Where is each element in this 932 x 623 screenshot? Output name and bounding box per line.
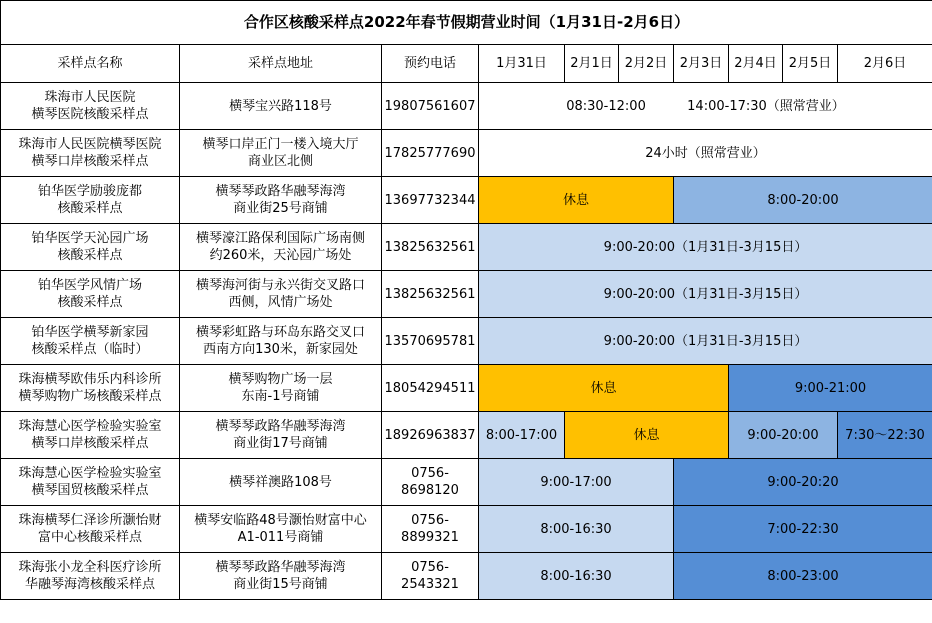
site-address: 横琴彩虹路与环岛东路交叉口 西南方向130米，新家园处 [180,318,382,365]
site-phone: 13825632561 [382,224,479,271]
site-name: 珠海横琴仁泽诊所灏怡财 富中心核酸采样点 [1,506,180,553]
site-address: 横琴琴政路华融琴海湾 商业街15号商铺 [180,553,382,600]
schedule-segment: 9:00-20:20 [674,459,932,506]
schedule-segment: 9:00-20:00（1月31日-3月15日） [479,318,932,365]
site-address: 横琴宝兴路118号 [180,83,382,130]
table-row [1,177,932,224]
site-phone: 18926963837 [382,412,479,459]
page-title: 合作区核酸采样点2022年春节假期营业时间（1月31日-2月6日） [1,1,932,45]
header-day: 2月1日 [565,45,619,83]
schedule-segment: 8:00-23:00 [674,553,932,600]
site-phone: 0756- 8698120 [382,459,479,506]
schedule-segment: 8:00-20:00 [674,177,932,224]
site-address: 横琴祥澳路108号 [180,459,382,506]
site-address: 横琴琴政路华融琴海湾 商业街25号商铺 [180,177,382,224]
table-row [1,318,932,365]
header-day: 1月31日 [479,45,565,83]
schedule-segment: 7:00-22:30 [674,506,932,553]
schedule-segment: 9:00-20:00 [729,412,838,459]
site-phone: 13697732344 [382,177,479,224]
header-day: 2月2日 [619,45,674,83]
site-phone: 0756- 8899321 [382,506,479,553]
schedule-cell: 08:30-12:00 14:00-17:30（照常营业） [479,83,932,130]
site-phone: 19807561607 [382,83,479,130]
site-address: 横琴濠江路保利国际广场南侧 约260米，天沁园广场处 [180,224,382,271]
schedule-segment: 9:00-20:00（1月31日-3月15日） [479,224,932,271]
site-name: 珠海市人民医院横琴医院 横琴口岸核酸采样点 [1,130,180,177]
table-row [1,83,932,130]
site-name: 铂华医学励骏庞都 核酸采样点 [1,177,180,224]
site-address: 横琴海河街与永兴街交叉路口 西侧，风情广场处 [180,271,382,318]
schedule-segment: 7:30～22:30 [838,412,932,459]
schedule-segment: 8:00-16:30 [479,506,674,553]
header-day: 2月6日 [838,45,932,83]
site-address: 横琴安临路48号灏怡财富中心 A1-011号商铺 [180,506,382,553]
table-row [1,365,932,412]
schedule-segment-rest: 休息 [479,365,729,412]
site-name: 珠海慧心医学检验实验室 横琴国贸核酸采样点 [1,459,180,506]
header-phone: 预约电话 [382,45,479,83]
header-day: 2月4日 [729,45,783,83]
schedule-segment: 9:00-17:00 [479,459,674,506]
header-day: 2月5日 [783,45,838,83]
site-name: 珠海横琴欧伟乐内科诊所 横琴购物广场核酸采样点 [1,365,180,412]
site-address: 横琴购物广场一层 东南-1号商铺 [180,365,382,412]
schedule-segment: 9:00-20:00（1月31日-3月15日） [479,271,932,318]
site-phone: 18054294511 [382,365,479,412]
header-row [1,45,932,83]
schedule-segment: 8:00-17:00 [479,412,565,459]
site-address: 横琴口岸正门一楼入境大厅 商业区北侧 [180,130,382,177]
table-row [1,459,932,506]
table-row [1,224,932,271]
table-row [1,130,932,177]
table-row [1,412,932,459]
site-phone: 13825632561 [382,271,479,318]
site-name: 珠海慧心医学检验实验室 横琴口岸核酸采样点 [1,412,180,459]
schedule-cell: 24小时（照常营业） [479,130,932,177]
site-name: 铂华医学天沁园广场 核酸采样点 [1,224,180,271]
schedule-segment-rest: 休息 [479,177,674,224]
site-name: 珠海张小龙全科医疗诊所 华融琴海湾核酸采样点 [1,553,180,600]
site-phone: 13570695781 [382,318,479,365]
schedule-segment: 9:00-21:00 [729,365,932,412]
table-row [1,553,932,600]
schedule-segment: 8:00-16:30 [479,553,674,600]
site-name: 铂华医学横琴新家园 核酸采样点（临时） [1,318,180,365]
table-row [1,506,932,553]
header-address: 采样点地址 [180,45,382,83]
site-phone: 17825777690 [382,130,479,177]
header-name: 采样点名称 [1,45,180,83]
site-address: 横琴琴政路华融琴海湾 商业街17号商铺 [180,412,382,459]
header-day: 2月3日 [674,45,729,83]
site-name: 铂华医学风情广场 核酸采样点 [1,271,180,318]
table-row [1,271,932,318]
site-phone: 0756- 2543321 [382,553,479,600]
schedule-segment-rest: 休息 [565,412,729,459]
site-name: 珠海市人民医院 横琴医院核酸采样点 [1,83,180,130]
